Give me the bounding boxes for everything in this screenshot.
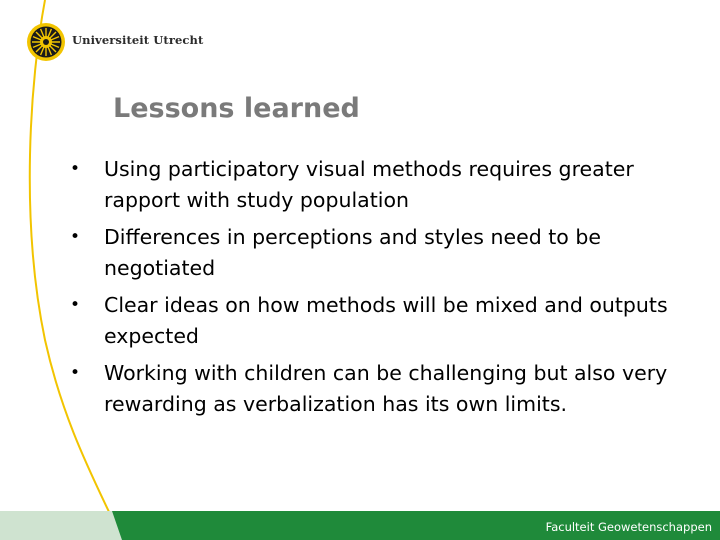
bullet-text: Working with children can be challenging but also very rewarding as verbalization has its own limits. [104, 361, 668, 416]
bullet-text: Differences in perceptions and styles need to be negotiated [104, 225, 601, 280]
slide-title: Lessons learned [113, 93, 360, 124]
bullet-dot-icon: • [70, 227, 81, 247]
sun-seal-icon [26, 22, 66, 62]
bullet-list [70, 154, 670, 426]
list-item [70, 290, 670, 352]
bullet-text: Clear ideas on how methods will be mixed and outputs expected [104, 293, 668, 348]
bullet-text: Using participatory visual methods requires greater rapport with study population [104, 157, 634, 212]
list-item [70, 154, 670, 216]
faculty-name: Faculteit Geowetenschappen [545, 520, 712, 534]
footer-bar [0, 511, 720, 540]
bullet-dot-icon: • [70, 363, 81, 383]
list-item [70, 358, 670, 420]
university-name: Universiteit Utrecht [72, 33, 204, 47]
bullet-dot-icon: • [70, 159, 81, 179]
bullet-dot-icon: • [70, 295, 81, 315]
list-item [70, 222, 670, 284]
